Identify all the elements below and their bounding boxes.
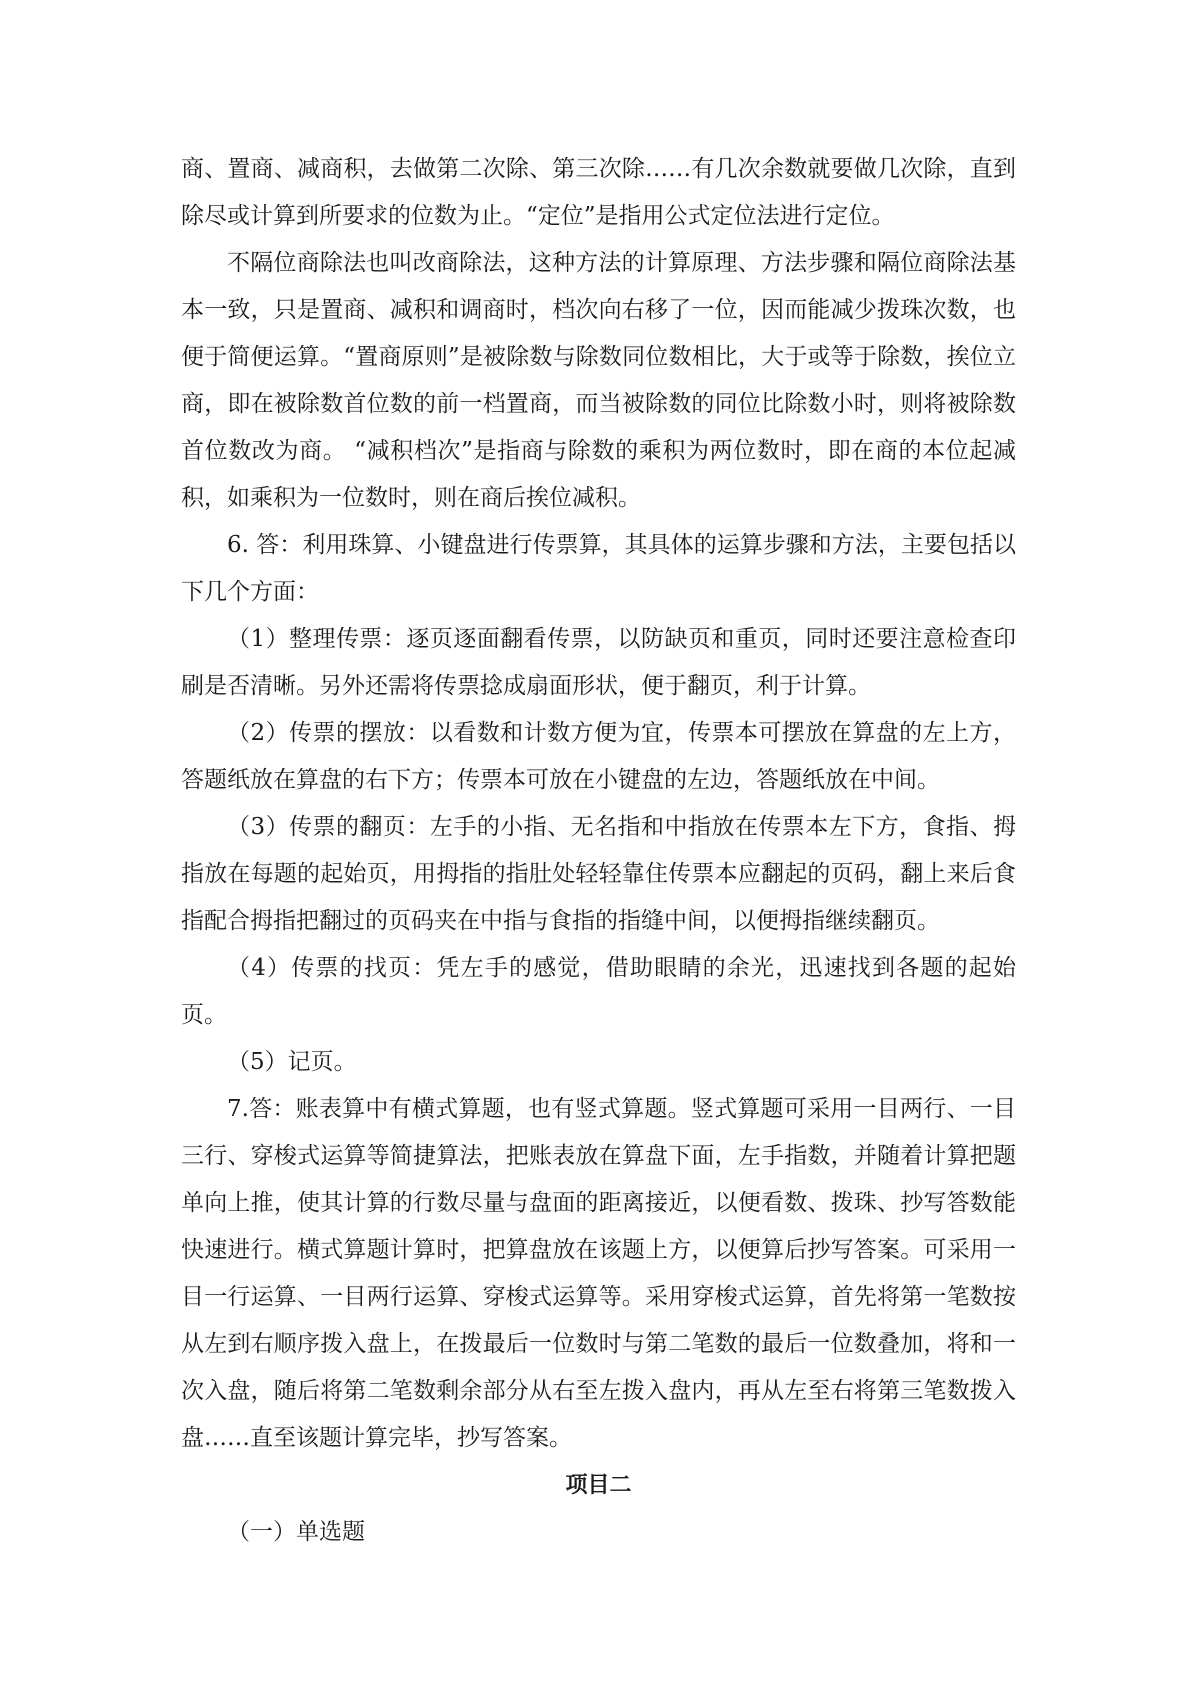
paragraph-step-5: （5）记页。 <box>227 1049 357 1075</box>
paragraph-step-4: （4）传票的找页：凭左手的感觉，借助眼睛的余光，迅速找到各题的起始页。 <box>181 955 1016 1028</box>
paragraph-answer-6: 6. 答：利用珠算、小键盘进行传票算，其具体的运算步骤和方法，主要包括以下几个方面： <box>181 532 1016 605</box>
paragraph-step-3: （3）传票的翻页：左手的小指、无名指和中指放在传票本左下方，食指、拇指放在每题的起始页，用拇指的指肚处轻轻靠住传票本应翻起的页码，翻上来后食指配合拇指把翻过的页码夹在中指与食指的指缝中间，以便拇指继续翻页。 <box>181 814 1016 934</box>
paragraph-step-1: （1）整理传票：逐页逐面翻看传票，以防缺页和重页，同时还要注意检查印刷是否清晰。另外还需将传票捻成扇面形状，便于翻页，利于计算。 <box>181 626 1016 699</box>
paragraph-step-2: （2）传票的摆放：以看数和计数方便为宜，传票本可摆放在算盘的左上方，答题纸放在算盘的右下方；传票本可放在小键盘的左边，答题纸放在中间。 <box>181 720 1016 793</box>
document-body <box>181 146 1016 1556</box>
subsection-heading: （一）单选题 <box>227 1519 365 1545</box>
paragraph-answer-7: 7.答：账表算中有横式算题，也有竖式算题。竖式算题可采用一目两行、一目三行、穿梭式运算等简捷算法，把账表放在算盘下面，左手指数，并随着计算把题单向上推，使其计算的行数尽量与盘面的距离接近，以便看数、拨珠、抄写答数能快速进行。横式算题计算时，把算盘放在该题上方，以便算后抄写答案。可采用一目一行运算、一目两行运算、穿梭式运算等。采用穿梭式运算，首先将第一笔数按从左到右顺序拨入盘上，在拨最后一位数时与第二笔数的最后一位数叠加，将和一次入盘，随后将第二笔数剩余部分从右至左拨入盘内，再从左至右将第三笔数拨入盘……直至该题计算完毕，抄写答案。 <box>181 1096 1016 1451</box>
paragraph-division-method: 不隔位商除法也叫改商除法，这种方法的计算原理、方法步骤和隔位商除法基本一致，只是置商、减积和调商时，档次向右移了一位，因而能减少拨珠次数，也便于简便运算。“置商原则”是被除数与除数同位数相比，大于或等于除数，挨位立商，即在被除数首位数的前一档置商，而当被除数的同位比除数小时，则将被除数首位数改为商。 “减积档次”是指商与除数的乘积为两位数时，即在商的本位起减积，如乘积为一位数时，则在商后挨位减积。 <box>181 250 1016 511</box>
paragraph-continuation: 商、置商、减商积，去做第二次除、第三次除……有几次余数就要做几次除，直到除尽或计算到所要求的位数为止。“定位”是指用公式定位法进行定位。 <box>181 156 1016 229</box>
section-heading: 项目二 <box>565 1473 632 1498</box>
